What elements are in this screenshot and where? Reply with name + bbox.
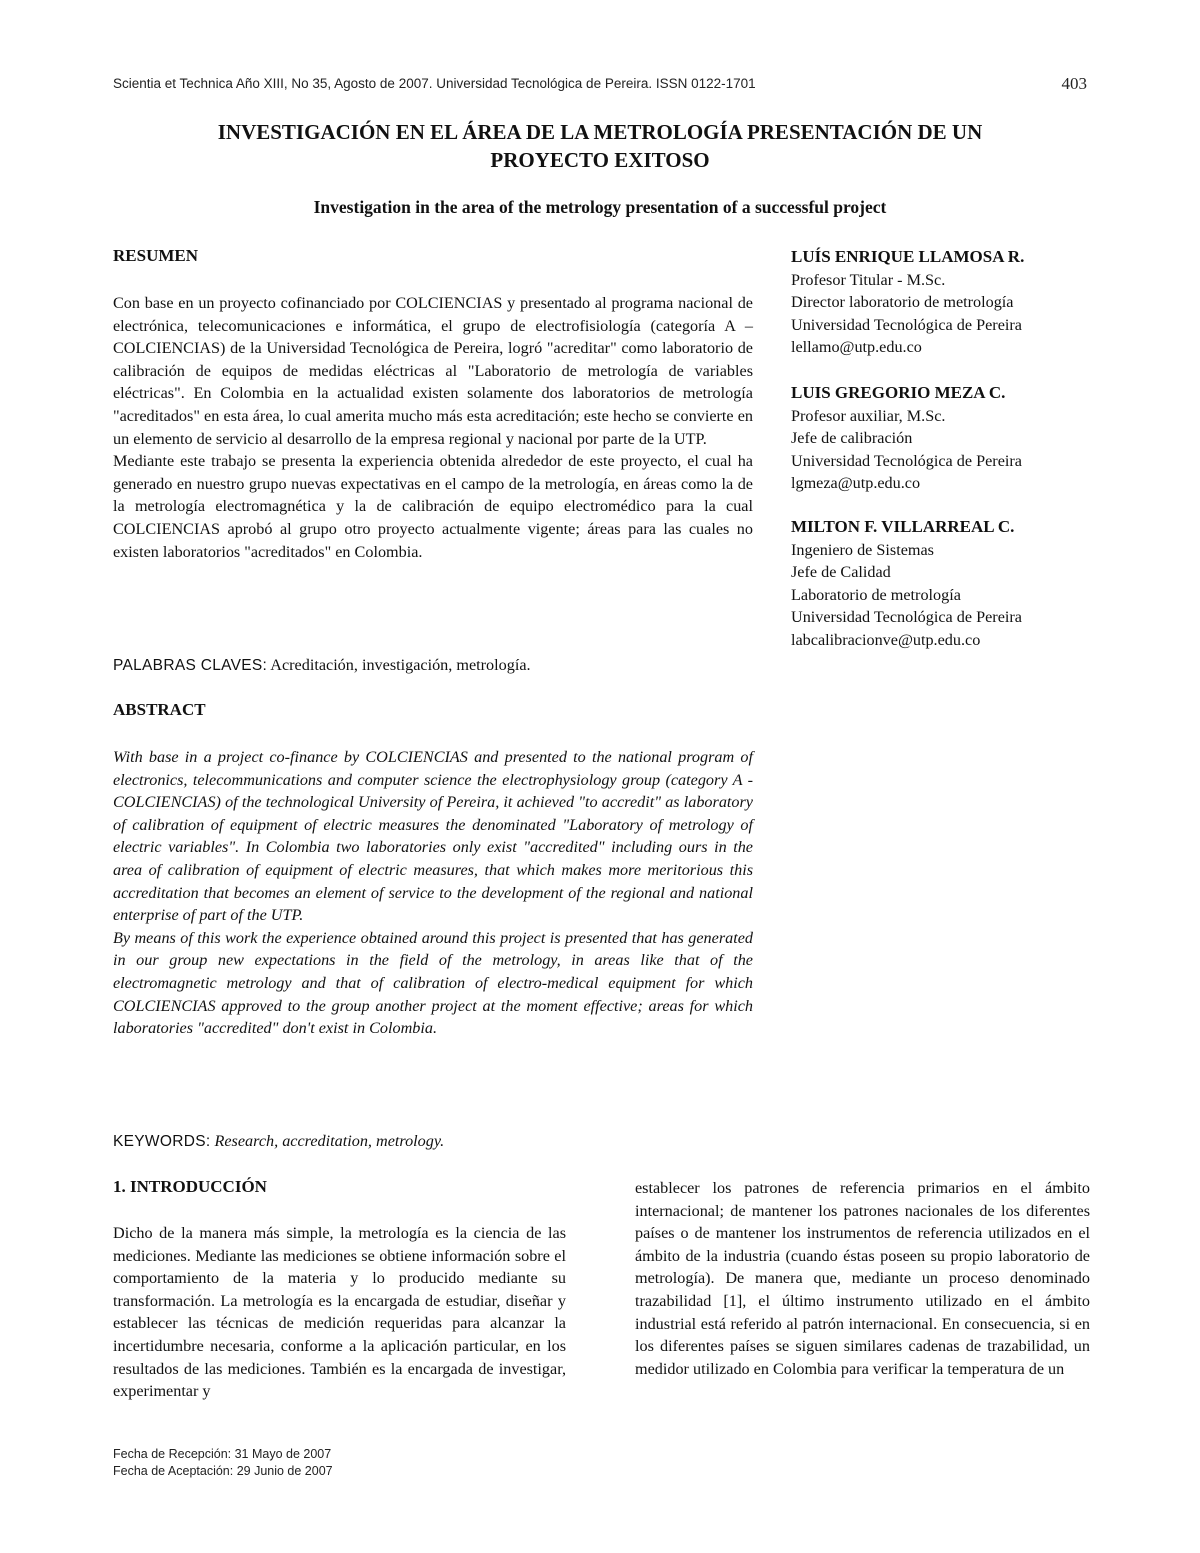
author-affiliation: Universidad Tecnológica de Pereira bbox=[791, 451, 1022, 470]
abstract-heading: ABSTRACT bbox=[113, 700, 206, 719]
palabras-claves-label: PALABRAS CLAVES: bbox=[113, 657, 268, 674]
keywords bbox=[113, 1130, 753, 1154]
resumen-paragraph-2: Mediante este trabajo se presenta la experiencia obtenida alrededor de este proyecto, el cual ha generado en nuestro grupo nuevas expectativas en el campo de la metrología, en áreas como la de la metrología electromagnética y la de calibración de equipo electromédico para la cual COLCIENCIAS aprobó al grupo otro proyecto actualmente vigente; áreas para las cuales no existen laboratorios "acreditados" en Colombia. bbox=[113, 452, 753, 561]
accepted-date: Fecha de Aceptación: 29 Junio de 2007 bbox=[113, 1464, 333, 1478]
palabras-claves bbox=[113, 654, 753, 678]
page-number: 403 bbox=[1061, 74, 1087, 93]
footnote-dates bbox=[113, 1446, 333, 1480]
title-line-2: PROYECTO EXITOSO bbox=[490, 148, 710, 172]
author-block-3 bbox=[791, 516, 1091, 652]
author-email: lellamo@utp.edu.co bbox=[791, 338, 922, 357]
resumen-heading: RESUMEN bbox=[113, 246, 199, 265]
abstract-body bbox=[113, 746, 753, 1040]
palabras-claves-text: Acreditación, investigación, metrología. bbox=[270, 656, 531, 674]
author-position: Ingeniero de Sistemas bbox=[791, 540, 934, 559]
author-block-1 bbox=[791, 246, 1091, 359]
running-header bbox=[113, 76, 1087, 91]
english-title: Investigation in the area of the metrology presentation of a successful project bbox=[313, 197, 887, 217]
author-affiliation: Universidad Tecnológica de Pereira bbox=[791, 315, 1022, 334]
title-line-1: INVESTIGACIÓN EN EL ÁREA DE LA METROLOGÍA PRESENTACIÓN DE UN bbox=[217, 120, 983, 144]
author-name: LUIS GREGORIO MEZA C. bbox=[791, 383, 1006, 402]
author-email: lgmeza@utp.edu.co bbox=[791, 474, 921, 493]
intro-right-paragraph: establecer los patrones de referencia primarios en el ámbito internacional; de mantener los patrones nacionales de los diferentes países o de mantener los instrumentos de referencia utilizados en el ámbito de la industria (cuando éstas poseen su propio laboratorio de metrología). De manera que, mediante un proceso denominado trazabilidad [1], el último instrumento utilizado en el ámbito industrial está referido al patrón internacional. En consecuencia, si en los diferentes países se siguen similares cadenas de trazabilidad, un medidor utilizado en Colombia para verificar la temperatura de un bbox=[635, 1179, 1090, 1378]
author-role: Jefe de calibración bbox=[791, 429, 913, 448]
intro-left-column bbox=[113, 1222, 566, 1403]
author-name: LUÍS ENRIQUE LLAMOSA R. bbox=[791, 247, 1025, 266]
author-block-2 bbox=[791, 382, 1091, 495]
abstract-paragraph-1: With base in a project co-finance by COLCIENCIAS and presented to the national program of electronics, telecommunications and computer science the electrophysiology group (category A - COLCIENCIAS) of the technological University of Pereira, it achieved "to accredit" as laboratory of calibration of equipment of electric measures the denominated "Laboratory of metrology of electric variables". In Colombia two laboratories only exist "accredited" including ours in the area of calibration of equipment of electric measures, that which makes more meritorious this accreditation that becomes an element of service to the development of the regional and national enterprise of part of the UTP. bbox=[113, 748, 753, 925]
resumen-body bbox=[113, 292, 753, 563]
author-email: labcalibracionve@utp.edu.co bbox=[791, 630, 981, 649]
author-position: Profesor Titular - M.Sc. bbox=[791, 270, 946, 289]
keywords-text: Research, accreditation, metrology. bbox=[214, 1132, 445, 1150]
author-position: Profesor auxiliar, M.Sc. bbox=[791, 406, 946, 425]
intro-heading: 1. INTRODUCCIÓN bbox=[113, 1177, 267, 1196]
resumen-paragraph-1: Con base en un proyecto cofinanciado por COLCIENCIAS y presentado al programa nacional de electrónica, telecomunicaciones e informática, el grupo de electrofisiología (categoría A – COLCIENCIAS) de la Universidad Tecnológica de Pereira, logró "acreditar" como laboratorio de calibración de equipos de medidas eléctricas al "Laboratorio de metrología de variables eléctricas". En Colombia en la actualidad existen solamente dos laboratorios de metrología "acreditados" en esta área, lo cual amerita mucho más esta acreditación; este hecho se convierte en un elemento de servicio al desarrollo de la empresa regional y nacional por parte de la UTP. bbox=[113, 294, 753, 448]
author-department: Laboratorio de metrología bbox=[791, 585, 961, 604]
author-name: MILTON F. VILLARREAL C. bbox=[791, 517, 1015, 536]
received-date: Fecha de Recepción: 31 Mayo de 2007 bbox=[113, 1447, 332, 1461]
intro-right-column bbox=[635, 1177, 1090, 1380]
author-affiliation: Universidad Tecnológica de Pereira bbox=[791, 608, 1022, 627]
intro-left-paragraph: Dicho de la manera más simple, la metrología es la ciencia de las mediciones. Mediante las mediciones se obtiene información sobre el comportamiento de la materia y lo producido mediante su transformación. La metrología es la encargada de estudiar, diseñar y establecer las técnicas de medición requeridas para alcanzar la incertidumbre necesaria, conforme a la aplicación particular, en los resultados de las mediciones. También es la encargada de investigar, experimentar y bbox=[113, 1224, 566, 1401]
paper-title bbox=[113, 118, 1087, 174]
keywords-label: KEYWORDS: bbox=[113, 1133, 211, 1150]
author-role: Jefe de Calidad bbox=[791, 563, 891, 582]
abstract-paragraph-2: By means of this work the experience obtained around this project is presented that has generated in our group new expectations in the field of the metrology, in areas like that of the electromagnetic metrology and that of calibration of electro-medical equipment for which COLCIENCIAS approved to the group another project at the moment effective; areas for which laboratories "accredited" don't exist in Colombia. bbox=[113, 928, 753, 1038]
author-role: Director laboratorio de metrología bbox=[791, 293, 1014, 312]
journal-info: Scientia et Technica Año XIII, No 35, Agosto de 2007. Universidad Tecnológica de Pereira. ISSN 0122-1701 bbox=[113, 76, 756, 91]
